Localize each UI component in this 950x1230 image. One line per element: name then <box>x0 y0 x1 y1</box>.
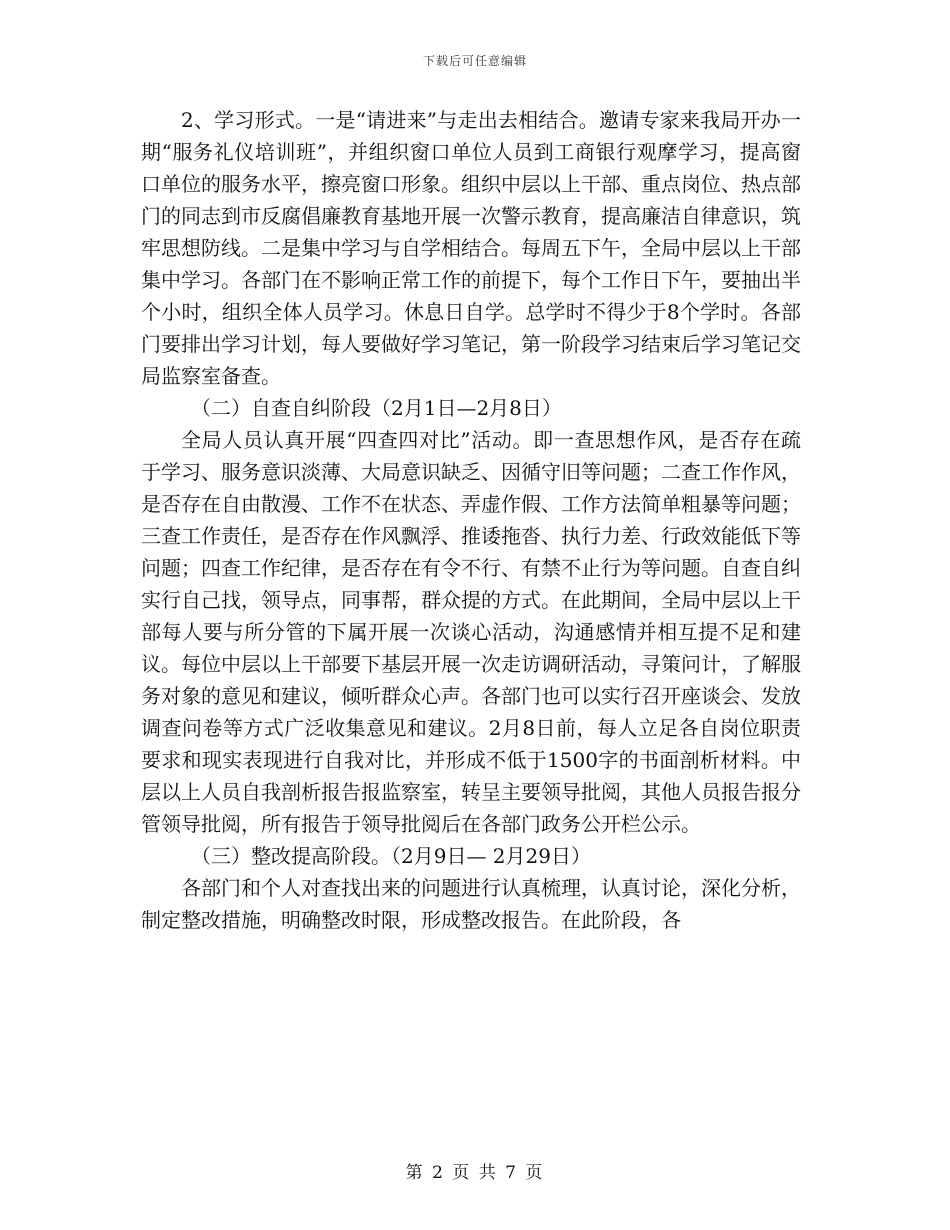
paragraph-rectification: 各部门和个人对查找出来的问题进行认真梳理，认真讨论，深化分析，制定整改措施，明确整改时限，形成整改报告。在此阶段，各 <box>141 876 801 932</box>
section-heading-rectification: （三）整改提高阶段。（2月9日— 2月29日） <box>191 844 591 868</box>
paragraph-study-format: 2、学习形式。一是“请进来”与走出去相结合。邀请专家来我局开办一期“服务礼仪培训班”，并组织窗口单位人员到工商银行观摩学习，提高窗口单位的服务水平，擦亮窗口形象。组织中层以上干部、重点岗位、热点部门的同志到市反腐倡廉教育基地开展一次警示教育，提高廉洁自律意识，筑牢思想防线。二是集中学习与自学相结合。每周五下午，全局中层以上干部集中学习。各部门在不影响正常工作的前提下，每个工作日下午，要抽出半个小时，组织全体人员学习。休息日自学。总学时不得少于8个学时。各部门要排出学习计划，每人要做好学习笔记，第一阶段学习结束后学习笔记交局监察室备查。 <box>141 108 801 388</box>
page-header-note: 下载后可任意编辑 <box>422 54 527 68</box>
document-body <box>141 104 801 936</box>
page-number-footer: 第 2 页 共 7 页 <box>405 1163 545 1183</box>
section-heading-self-check: （二）自查自纠阶段（2月1日—2月8日） <box>191 396 562 420</box>
paragraph-self-check: 全局人员认真开展“四查四对比”活动。即一查思想作风，是否存在疏于学习、服务意识淡薄、大局意识缺乏、因循守旧等问题；二查工作作风，是否存在自由散漫、工作不在状态、弄虚作假、工作方法简单粗暴等问题；三查工作责任，是否存在作风飘浮、推诿拖沓、执行力差、行政效能低下等问题；四查工作纪律，是否存在有令不行、有禁不止行为等问题。自查自纠实行自己找，领导点，同事帮，群众提的方式。在此期间，全局中层以上干部每人要与所分管的下属开展一次谈心活动，沟通感情并相互提不足和建议。每位中层以上干部要下基层开展一次走访调研活动，寻策问计，了解服务对象的意见和建议，倾听群众心声。各部门也可以实行召开座谈会、发放调查问卷等方式广泛收集意见和建议。2月8日前，每人立足各自岗位职责要求和现实表现进行自我对比，并形成不低于1500字的书面剖析材料。中层以上人员自我剖析报告报监察室，转呈主要领导批阅，其他人员报告报分管领导批阅，所有报告于领导批阅后在各部门政务公开栏公示。 <box>141 428 801 836</box>
